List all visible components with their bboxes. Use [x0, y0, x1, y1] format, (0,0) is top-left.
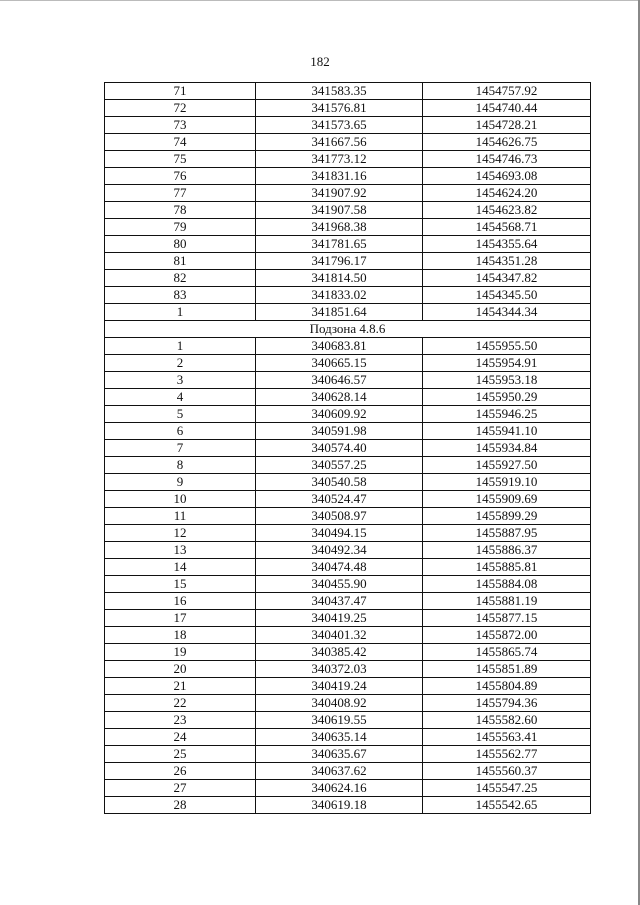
- y-coordinate-cell: 1455865.74: [423, 644, 591, 661]
- table-row: [105, 100, 591, 117]
- table-row: [105, 83, 591, 100]
- table-row: [105, 525, 591, 542]
- y-coordinate-cell: 1455563.41: [423, 729, 591, 746]
- x-coordinate-cell: 340474.48: [256, 559, 423, 576]
- y-coordinate-cell: 1455794.36: [423, 695, 591, 712]
- y-coordinate-cell: 1455872.00: [423, 627, 591, 644]
- y-coordinate-cell: 1455953.18: [423, 372, 591, 389]
- page-number: 182: [310, 54, 330, 69]
- point-number-cell: 7: [105, 440, 256, 457]
- point-number-cell: 75: [105, 151, 256, 168]
- x-coordinate-cell: 341583.35: [256, 83, 423, 100]
- y-coordinate-cell: 1455887.95: [423, 525, 591, 542]
- x-coordinate-cell: 340619.18: [256, 797, 423, 814]
- table-row: [105, 236, 591, 253]
- y-coordinate-cell: 1455934.84: [423, 440, 591, 457]
- table-row: [105, 151, 591, 168]
- y-coordinate-cell: 1454693.08: [423, 168, 591, 185]
- table-row: [105, 134, 591, 151]
- table-row: [105, 287, 591, 304]
- y-coordinate-cell: 1455804.89: [423, 678, 591, 695]
- y-coordinate-cell: 1455562.77: [423, 746, 591, 763]
- x-coordinate-cell: 340635.67: [256, 746, 423, 763]
- y-coordinate-cell: 1455881.19: [423, 593, 591, 610]
- x-coordinate-cell: 341781.65: [256, 236, 423, 253]
- point-number-cell: 81: [105, 253, 256, 270]
- y-coordinate-cell: 1455919.10: [423, 474, 591, 491]
- y-coordinate-cell: 1454746.73: [423, 151, 591, 168]
- table-row: [105, 338, 591, 355]
- x-coordinate-cell: 340683.81: [256, 338, 423, 355]
- point-number-cell: 18: [105, 627, 256, 644]
- y-coordinate-cell: 1454757.92: [423, 83, 591, 100]
- y-coordinate-cell: 1455946.25: [423, 406, 591, 423]
- y-coordinate-cell: 1455955.50: [423, 338, 591, 355]
- point-number-cell: 73: [105, 117, 256, 134]
- table-row: [105, 185, 591, 202]
- x-coordinate-cell: 340408.92: [256, 695, 423, 712]
- point-number-cell: 76: [105, 168, 256, 185]
- x-coordinate-cell: 341907.58: [256, 202, 423, 219]
- table-row: [105, 491, 591, 508]
- y-coordinate-cell: 1455542.65: [423, 797, 591, 814]
- y-coordinate-cell: 1455899.29: [423, 508, 591, 525]
- table-row: [105, 576, 591, 593]
- y-coordinate-cell: 1455877.15: [423, 610, 591, 627]
- table-row: [105, 661, 591, 678]
- y-coordinate-cell: 1454347.82: [423, 270, 591, 287]
- x-coordinate-cell: 340385.42: [256, 644, 423, 661]
- y-coordinate-cell: 1454740.44: [423, 100, 591, 117]
- table-row: [105, 168, 591, 185]
- point-number-cell: 78: [105, 202, 256, 219]
- table-row: [105, 474, 591, 491]
- x-coordinate-cell: 340574.40: [256, 440, 423, 457]
- point-number-cell: 5: [105, 406, 256, 423]
- table-row: [105, 219, 591, 236]
- point-number-cell: 23: [105, 712, 256, 729]
- point-number-cell: 1: [105, 304, 256, 321]
- table-row: [105, 695, 591, 712]
- x-coordinate-cell: 340591.98: [256, 423, 423, 440]
- point-number-cell: 10: [105, 491, 256, 508]
- scan-edge-top: [0, 0, 640, 1]
- point-number-cell: 21: [105, 678, 256, 695]
- table-row: [105, 610, 591, 627]
- x-coordinate-cell: 340540.58: [256, 474, 423, 491]
- y-coordinate-cell: 1454626.75: [423, 134, 591, 151]
- point-number-cell: 22: [105, 695, 256, 712]
- table-row: [105, 627, 591, 644]
- point-number-cell: 1: [105, 338, 256, 355]
- table-row: [105, 559, 591, 576]
- x-coordinate-cell: 340524.47: [256, 491, 423, 508]
- point-number-cell: 11: [105, 508, 256, 525]
- x-coordinate-cell: 340619.55: [256, 712, 423, 729]
- point-number-cell: 12: [105, 525, 256, 542]
- table-row: [105, 423, 591, 440]
- x-coordinate-cell: 340628.14: [256, 389, 423, 406]
- x-coordinate-cell: 340492.34: [256, 542, 423, 559]
- x-coordinate-cell: 341907.92: [256, 185, 423, 202]
- table-row: [105, 508, 591, 525]
- subzone-title: Подзона 4.8.6: [105, 321, 591, 338]
- point-number-cell: 72: [105, 100, 256, 117]
- y-coordinate-cell: 1454344.34: [423, 304, 591, 321]
- point-number-cell: 71: [105, 83, 256, 100]
- point-number-cell: 25: [105, 746, 256, 763]
- point-number-cell: 17: [105, 610, 256, 627]
- y-coordinate-cell: 1455950.29: [423, 389, 591, 406]
- point-number-cell: 80: [105, 236, 256, 253]
- point-number-cell: 20: [105, 661, 256, 678]
- point-number-cell: 26: [105, 763, 256, 780]
- point-number-cell: 9: [105, 474, 256, 491]
- x-coordinate-cell: 341796.17: [256, 253, 423, 270]
- x-coordinate-cell: 341573.65: [256, 117, 423, 134]
- point-number-cell: 24: [105, 729, 256, 746]
- point-number-cell: 8: [105, 457, 256, 474]
- table-row: [105, 593, 591, 610]
- y-coordinate-cell: 1455884.08: [423, 576, 591, 593]
- table-row: [105, 270, 591, 287]
- point-number-cell: 19: [105, 644, 256, 661]
- x-coordinate-cell: 340419.25: [256, 610, 423, 627]
- point-number-cell: 27: [105, 780, 256, 797]
- point-number-cell: 15: [105, 576, 256, 593]
- y-coordinate-cell: 1455927.50: [423, 457, 591, 474]
- y-coordinate-cell: 1455909.69: [423, 491, 591, 508]
- coordinates-table: [104, 82, 591, 814]
- y-coordinate-cell: 1454355.64: [423, 236, 591, 253]
- x-coordinate-cell: 340437.47: [256, 593, 423, 610]
- y-coordinate-cell: 1454623.82: [423, 202, 591, 219]
- table-row: [105, 780, 591, 797]
- point-number-cell: 3: [105, 372, 256, 389]
- table-row: [105, 440, 591, 457]
- x-coordinate-cell: 340557.25: [256, 457, 423, 474]
- x-coordinate-cell: 340494.15: [256, 525, 423, 542]
- point-number-cell: 83: [105, 287, 256, 304]
- x-coordinate-cell: 340637.62: [256, 763, 423, 780]
- x-coordinate-cell: 340372.03: [256, 661, 423, 678]
- x-coordinate-cell: 340624.16: [256, 780, 423, 797]
- y-coordinate-cell: 1454351.28: [423, 253, 591, 270]
- x-coordinate-cell: 340508.97: [256, 508, 423, 525]
- y-coordinate-cell: 1454345.50: [423, 287, 591, 304]
- subzone-header-row: [105, 321, 591, 338]
- x-coordinate-cell: 341814.50: [256, 270, 423, 287]
- y-coordinate-cell: 1455851.89: [423, 661, 591, 678]
- table-row: [105, 389, 591, 406]
- table-row: [105, 678, 591, 695]
- x-coordinate-cell: 340455.90: [256, 576, 423, 593]
- table-row: [105, 797, 591, 814]
- x-coordinate-cell: 340401.32: [256, 627, 423, 644]
- table-row: [105, 746, 591, 763]
- x-coordinate-cell: 340419.24: [256, 678, 423, 695]
- point-number-cell: 14: [105, 559, 256, 576]
- x-coordinate-cell: 341968.38: [256, 219, 423, 236]
- x-coordinate-cell: 341833.02: [256, 287, 423, 304]
- table-row: [105, 763, 591, 780]
- point-number-cell: 77: [105, 185, 256, 202]
- table-row: [105, 712, 591, 729]
- y-coordinate-cell: 1455941.10: [423, 423, 591, 440]
- x-coordinate-cell: 340635.14: [256, 729, 423, 746]
- table-row: [105, 355, 591, 372]
- point-number-cell: 6: [105, 423, 256, 440]
- table-row: [105, 729, 591, 746]
- x-coordinate-cell: 341773.12: [256, 151, 423, 168]
- x-coordinate-cell: 340646.57: [256, 372, 423, 389]
- point-number-cell: 79: [105, 219, 256, 236]
- y-coordinate-cell: 1454568.71: [423, 219, 591, 236]
- table-row: [105, 406, 591, 423]
- y-coordinate-cell: 1455547.25: [423, 780, 591, 797]
- x-coordinate-cell: 341667.56: [256, 134, 423, 151]
- table-row: [105, 253, 591, 270]
- y-coordinate-cell: 1454624.20: [423, 185, 591, 202]
- table-row: [105, 542, 591, 559]
- table-row: [105, 304, 591, 321]
- table-row: [105, 372, 591, 389]
- table-row: [105, 202, 591, 219]
- y-coordinate-cell: 1455954.91: [423, 355, 591, 372]
- y-coordinate-cell: 1455885.81: [423, 559, 591, 576]
- point-number-cell: 82: [105, 270, 256, 287]
- y-coordinate-cell: 1455886.37: [423, 542, 591, 559]
- table-row: [105, 457, 591, 474]
- x-coordinate-cell: 340609.92: [256, 406, 423, 423]
- x-coordinate-cell: 341851.64: [256, 304, 423, 321]
- y-coordinate-cell: 1454728.21: [423, 117, 591, 134]
- x-coordinate-cell: 341576.81: [256, 100, 423, 117]
- y-coordinate-cell: 1455582.60: [423, 712, 591, 729]
- point-number-cell: 2: [105, 355, 256, 372]
- table-row: [105, 644, 591, 661]
- x-coordinate-cell: 340665.15: [256, 355, 423, 372]
- point-number-cell: 74: [105, 134, 256, 151]
- point-number-cell: 28: [105, 797, 256, 814]
- point-number-cell: 4: [105, 389, 256, 406]
- point-number-cell: 13: [105, 542, 256, 559]
- y-coordinate-cell: 1455560.37: [423, 763, 591, 780]
- point-number-cell: 16: [105, 593, 256, 610]
- table-row: [105, 117, 591, 134]
- x-coordinate-cell: 341831.16: [256, 168, 423, 185]
- coordinates-table-body: [105, 83, 591, 814]
